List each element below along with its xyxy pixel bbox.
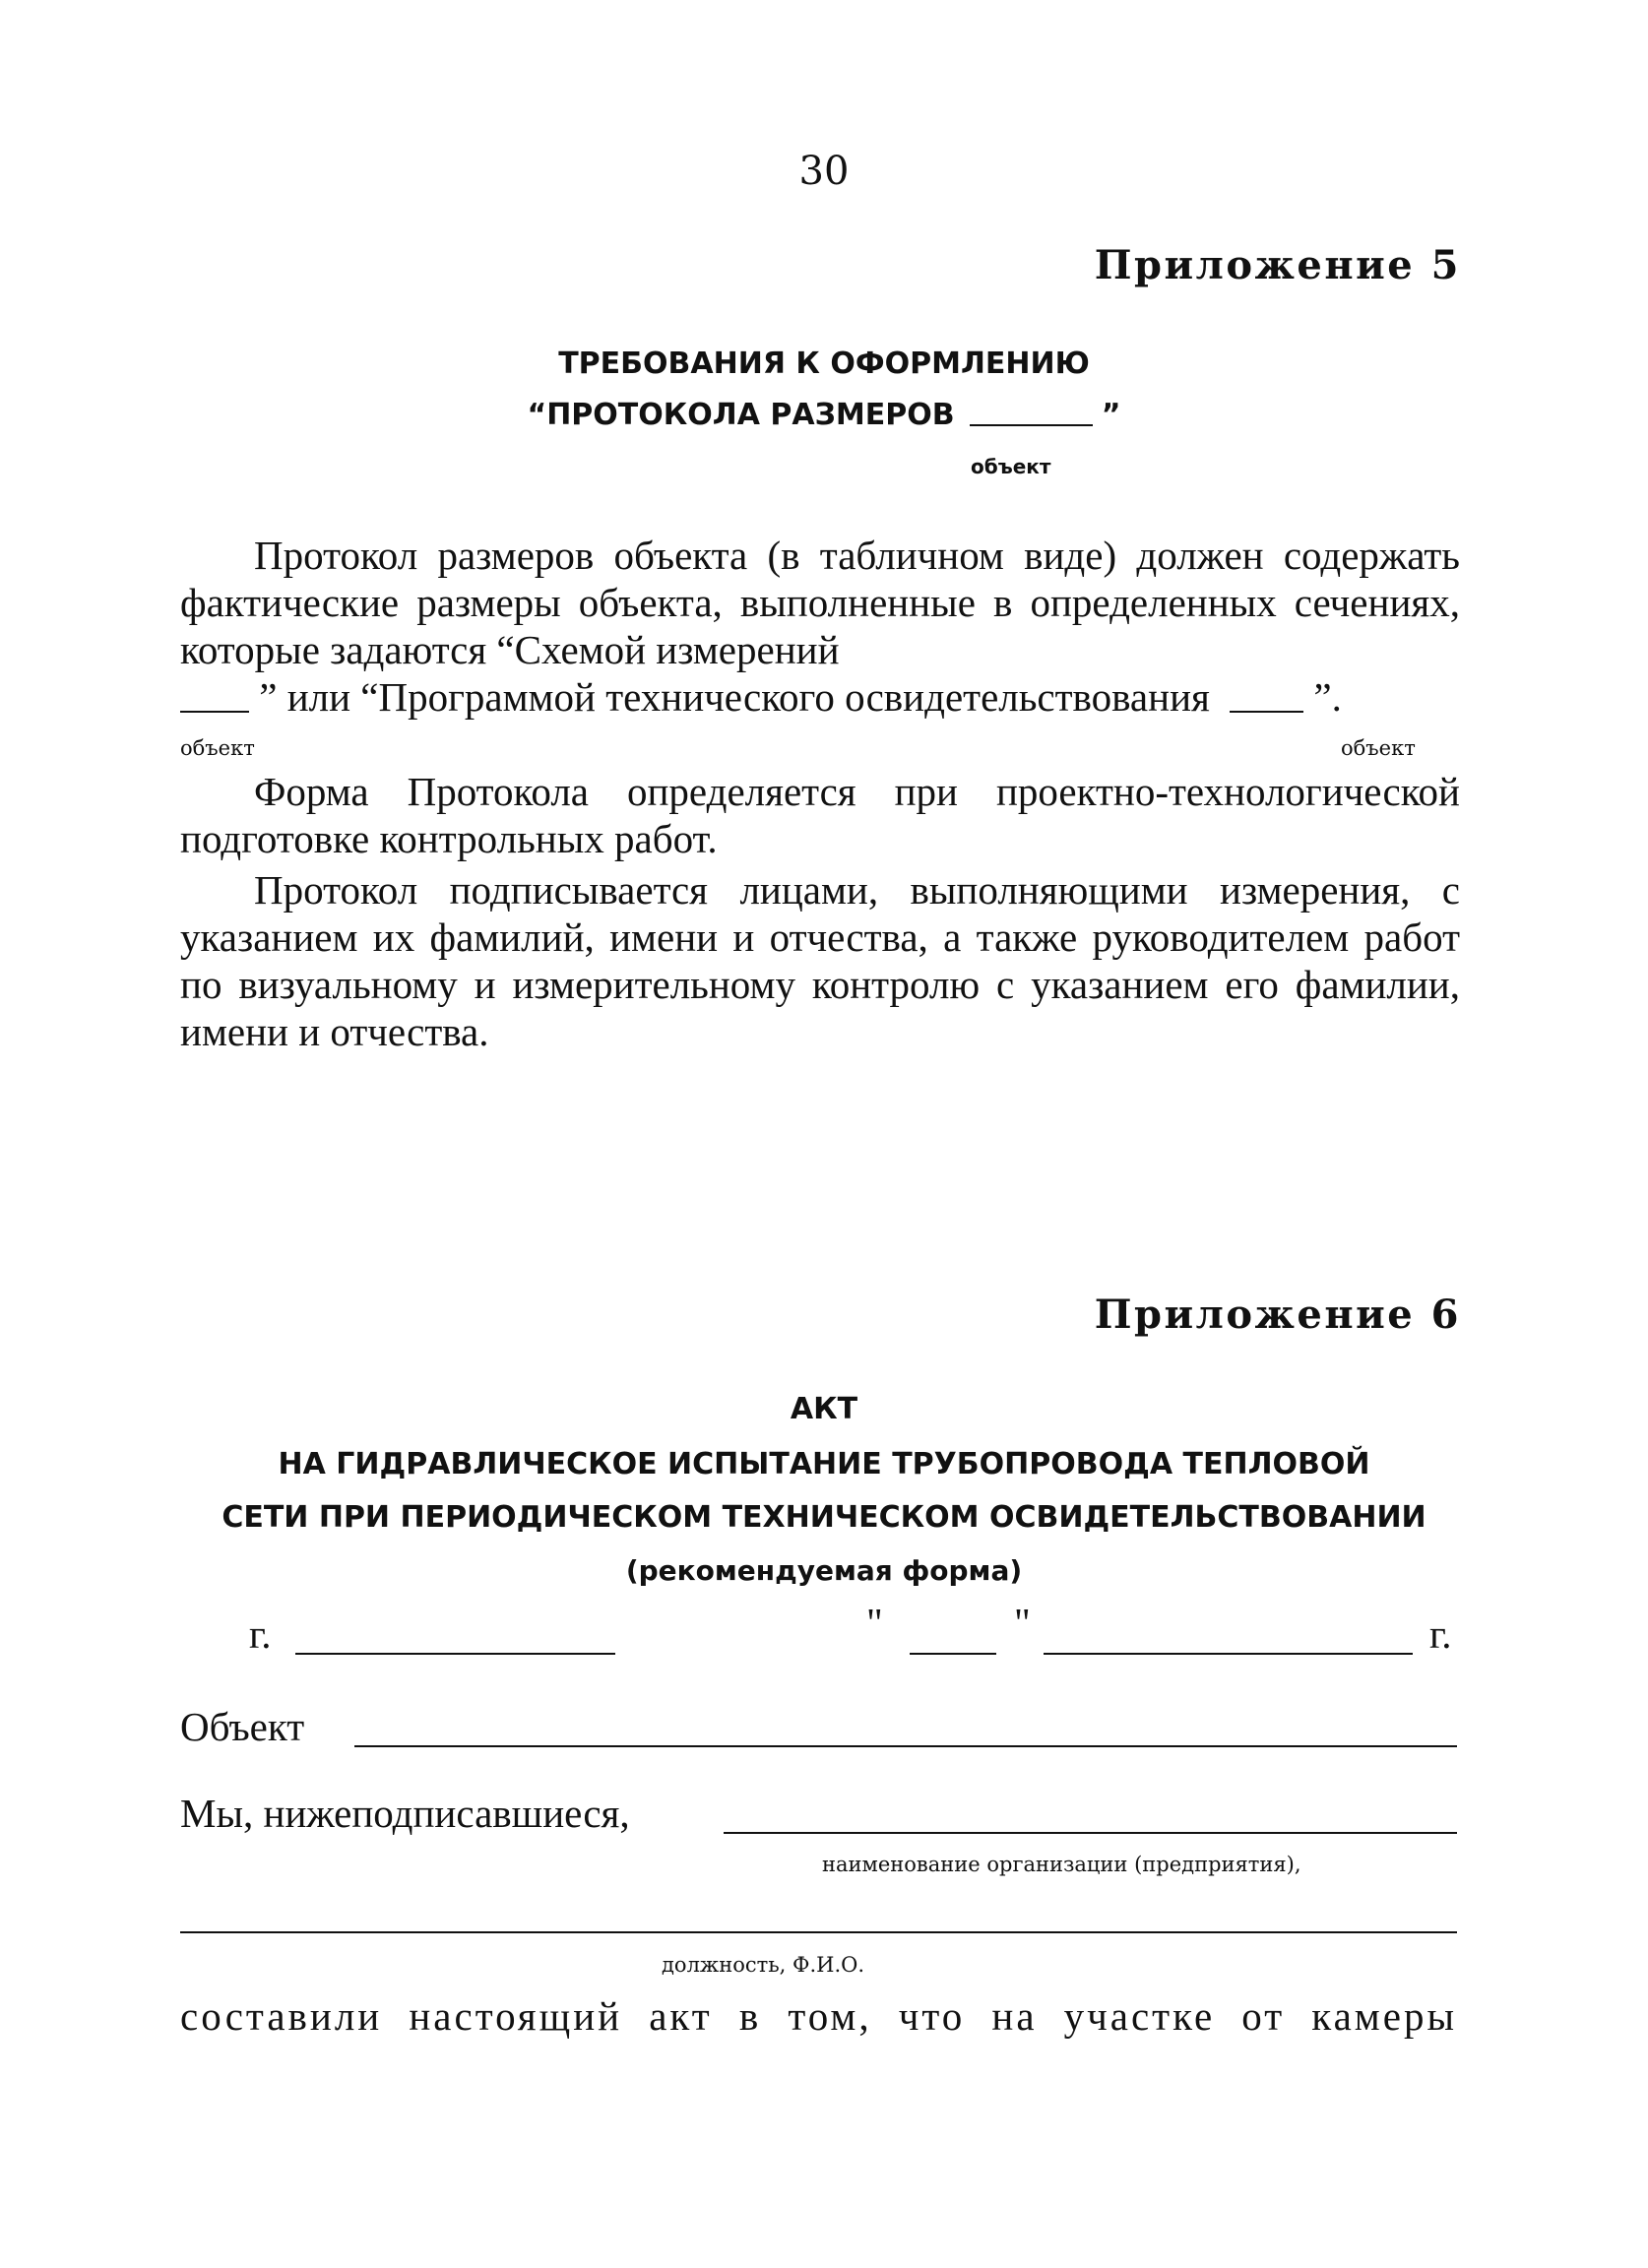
month-year-field-line — [1044, 1653, 1413, 1655]
object-caption: объект — [971, 455, 1051, 478]
year-suffix: г. — [1429, 1611, 1452, 1657]
appendix-5-heading-line2 — [0, 398, 1648, 433]
paragraph-1-last-line — [180, 673, 1342, 721]
object-blank-line — [970, 424, 1093, 426]
appendix-5-heading-line1: ТРЕБОВАНИЯ К ОФОРМЛЕНИЮ — [558, 346, 1090, 381]
act-closing-text: составили настоящий акт в том, что на участке от камеры — [180, 1993, 1457, 2039]
heading-close-quote: ” — [1101, 398, 1121, 432]
blank-line-right — [1230, 711, 1303, 713]
paragraph-1-text: Протокол размеров объекта (в табличном виде) должен содержать фактические размеры объекта, выполненные в определенных сечениях, которые задаются “Схемой измерений — [180, 533, 1460, 672]
city-prefix: г. — [249, 1611, 272, 1657]
appendix-5-label: Приложение 5 — [1094, 242, 1461, 288]
paragraph-3-text: Протокол подписывается лицами, выполняющими измерения, с указанием их фамилий, имени и отчества, а также руководителем работ по визуальному и измерительному контролю с указанием его фамилии, имени и отчества. — [180, 867, 1460, 1054]
act-subtitle-line2: СЕТИ ПРИ ПЕРИОДИЧЕСКОМ ТЕХНИЧЕСКОМ ОСВИДЕТЕЛЬСТВОВАНИИ — [222, 1500, 1426, 1535]
caption-object-left: объект — [180, 736, 255, 760]
object-label: Объект — [180, 1704, 305, 1749]
blank-line-left — [180, 711, 249, 713]
organization-field-line — [724, 1832, 1457, 1834]
organization-caption: наименование организации (предприятия), — [822, 1853, 1301, 1876]
date-open-quote: " — [866, 1600, 883, 1645]
page-number: 30 — [798, 149, 850, 194]
paragraph-1-middle-text: ” или “Программой технического освидетельствования — [259, 674, 1210, 720]
appendix-5-paragraph-1 — [180, 532, 1460, 677]
object-field-line — [354, 1745, 1457, 1747]
caption-object-right: объект — [1341, 736, 1416, 760]
day-field-line — [910, 1653, 996, 1655]
paragraph-2-text: Форма Протокола определяется при проектно-технологической подготовке контрольных работ. — [180, 769, 1460, 861]
position-caption: должность, Ф.И.О. — [662, 1953, 865, 1977]
act-subtitle-line1: НА ГИДРАВЛИЧЕСКОЕ ИСПЫТАНИЕ ТРУБОПРОВОДА ТЕПЛОВОЙ — [278, 1447, 1370, 1481]
signatories-label: Мы, нижеподписавшиеся, — [180, 1791, 630, 1836]
appendix-5-paragraphs — [180, 768, 1460, 1059]
act-form-note: (рекомендуемая форма) — [625, 1554, 1023, 1587]
appendix-6-label: Приложение 6 — [1094, 1292, 1461, 1338]
act-title: АКТ — [790, 1392, 858, 1426]
position-name-field-line — [180, 1931, 1457, 1933]
date-close-quote: " — [1014, 1600, 1031, 1645]
paragraph-1-end-text: ”. — [1313, 674, 1342, 720]
heading-text: “ПРОТОКОЛА РАЗМЕРОВ — [527, 398, 955, 432]
city-field-line — [295, 1653, 615, 1655]
